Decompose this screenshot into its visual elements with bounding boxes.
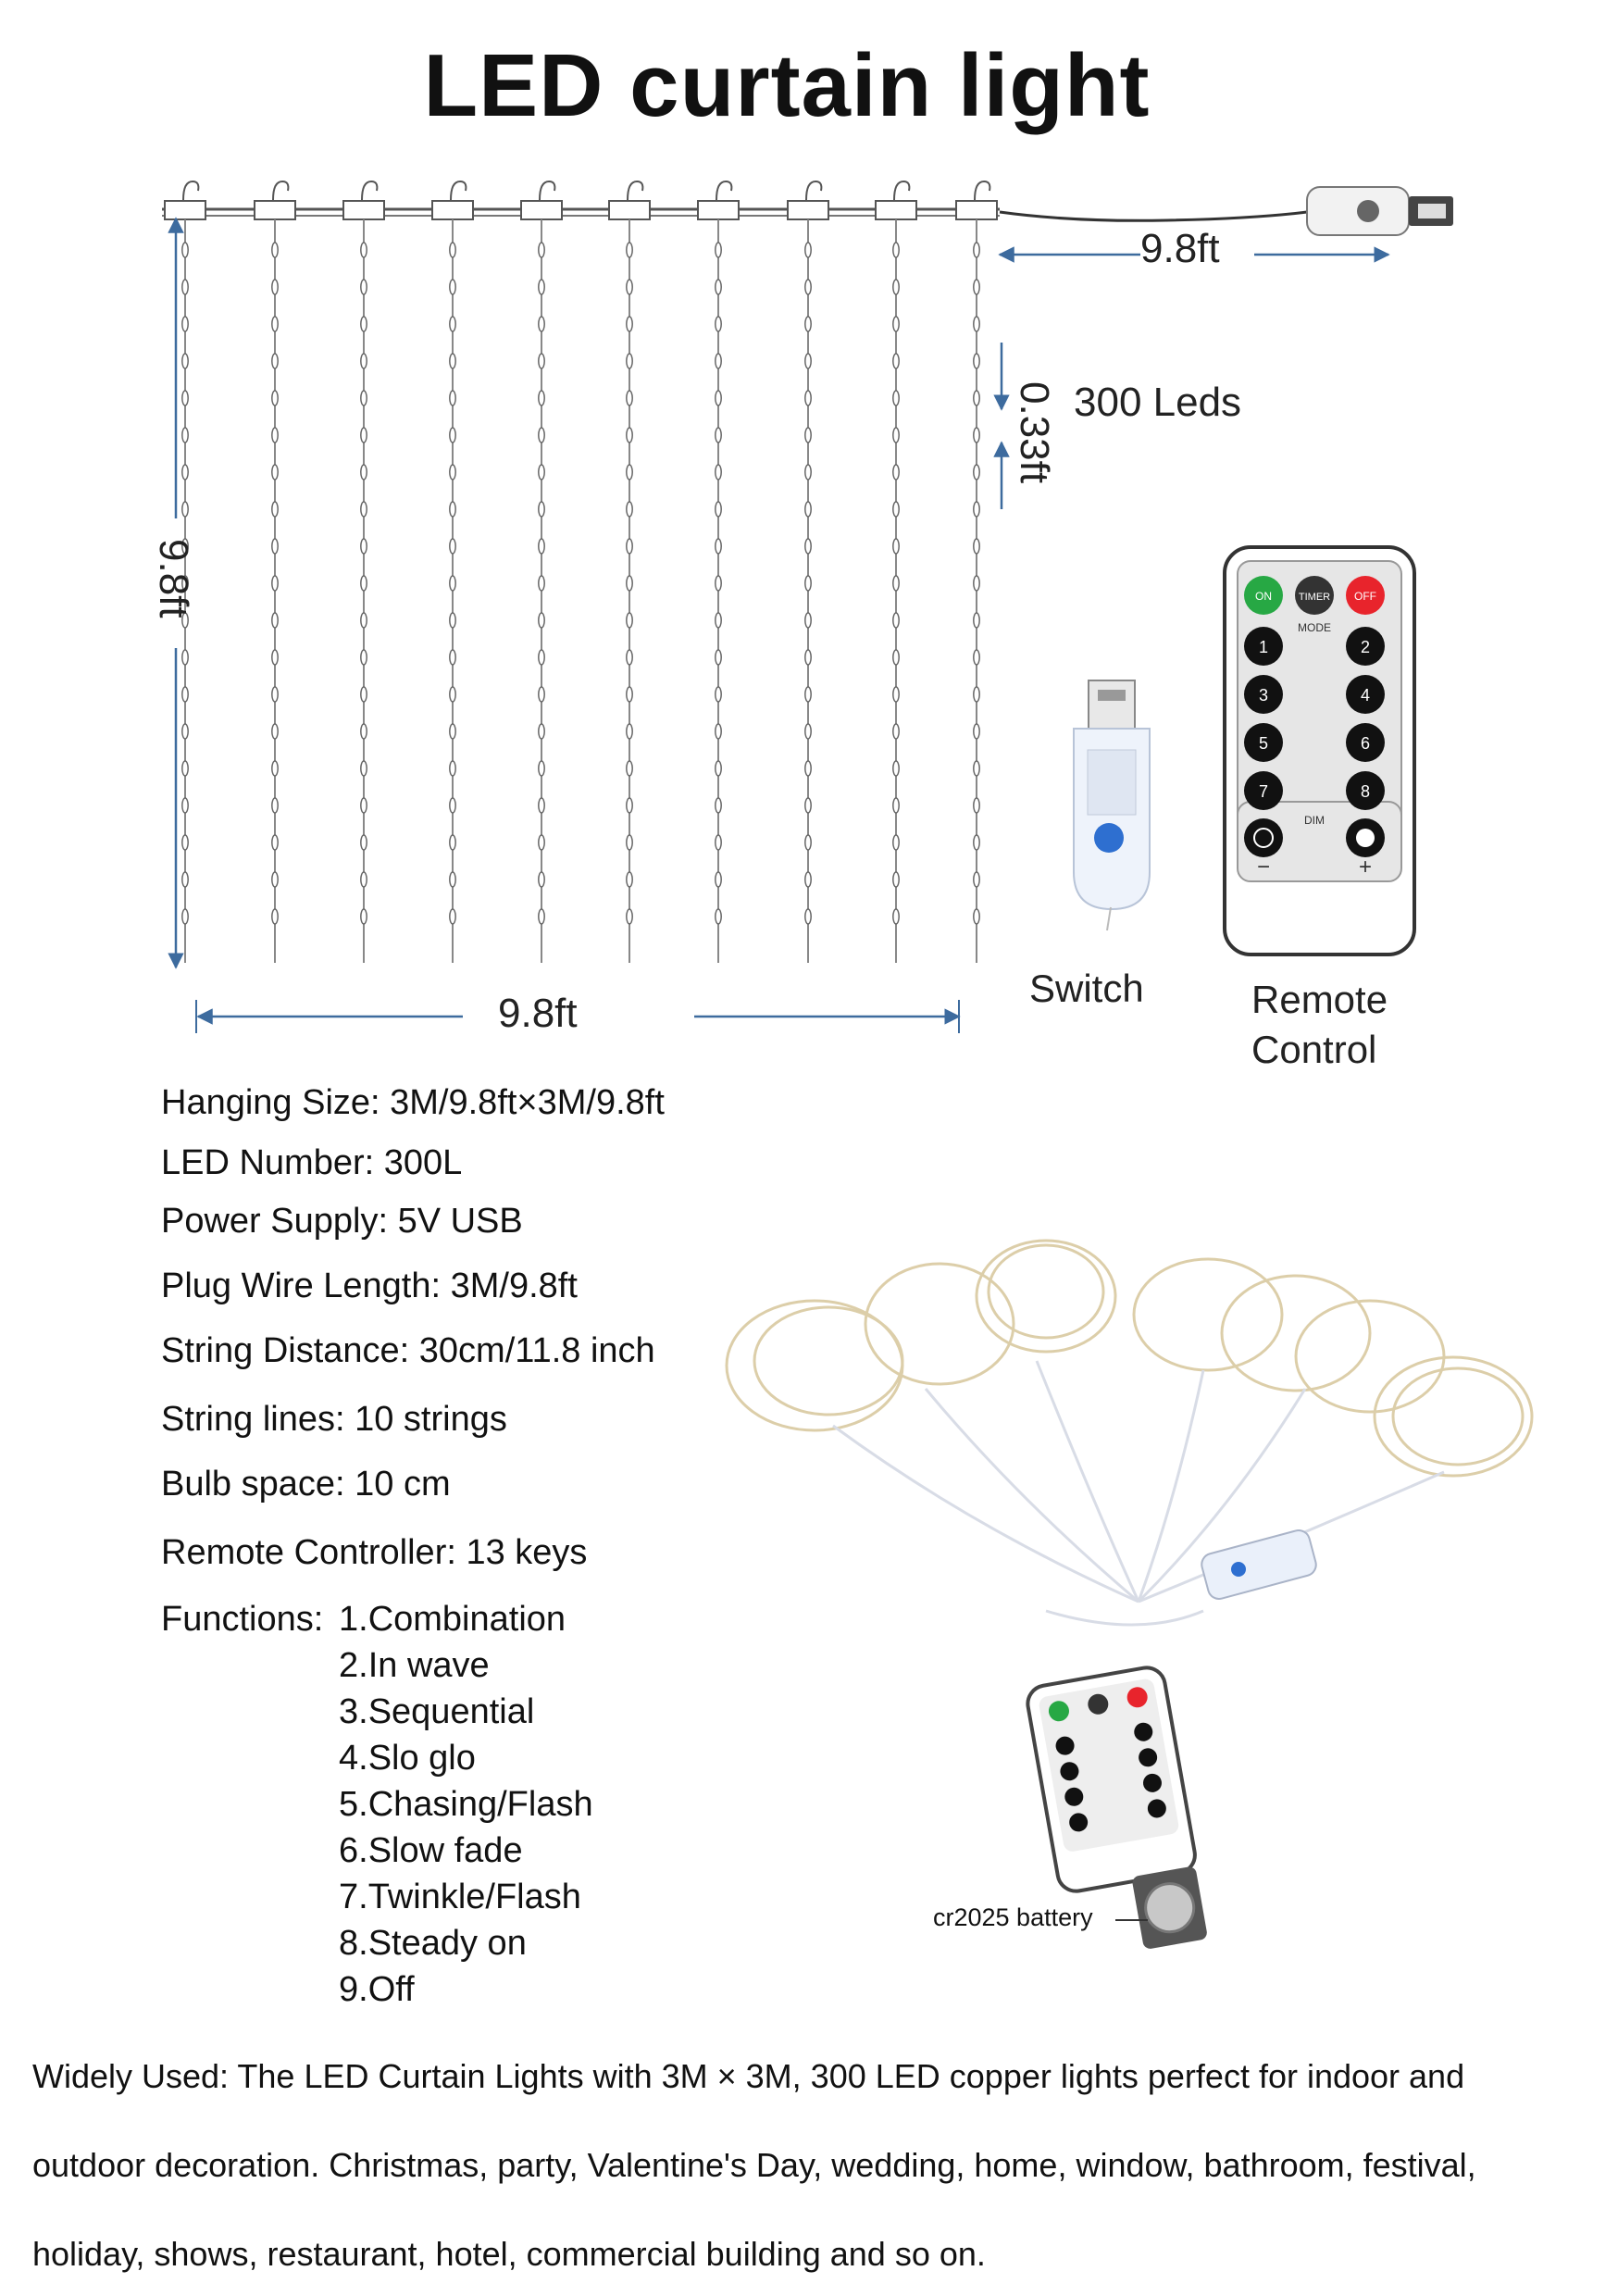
led-bulb <box>893 354 899 368</box>
function-item: 4.Slo glo <box>339 1739 476 1778</box>
led-bulb <box>974 280 979 294</box>
led-bulb <box>182 465 188 480</box>
remote-label-line2: Control <box>1251 1028 1377 1071</box>
led-bulb <box>272 354 278 368</box>
led-bulb <box>272 391 278 406</box>
led-bulb <box>361 243 367 257</box>
led-bulb <box>893 280 899 294</box>
led-bulb <box>450 243 455 257</box>
led-bulb <box>974 539 979 554</box>
hook-icon <box>806 181 821 200</box>
led-bulb <box>272 798 278 813</box>
remote-number-label: 7 <box>1258 782 1269 801</box>
led-bulb <box>627 391 632 406</box>
led-bulb <box>182 243 188 257</box>
spec-plug-wire: Plug Wire Length: 3M/9.8ft <box>161 1267 578 1305</box>
spec-string-distance: String Distance: 30cm/11.8 inch <box>161 1331 655 1370</box>
led-bulb <box>361 502 367 517</box>
hook-icon <box>716 181 731 200</box>
led-bulb <box>893 724 899 739</box>
led-bulb <box>539 724 544 739</box>
remote-on-key: ON <box>1255 590 1272 603</box>
string-clip <box>521 201 562 219</box>
led-bulb <box>450 835 455 850</box>
led-bulb <box>974 872 979 887</box>
led-bulb <box>539 687 544 702</box>
led-bulb <box>893 872 899 887</box>
led-bulb <box>627 354 632 368</box>
hook-icon <box>273 181 288 200</box>
led-bulb <box>450 428 455 443</box>
string-clip <box>343 201 384 219</box>
led-bulb <box>539 798 544 813</box>
spec-power-supply: Power Supply: 5V USB <box>161 1202 523 1241</box>
led-bulb <box>974 502 979 517</box>
string-clip <box>165 201 205 219</box>
led-bulb <box>361 539 367 554</box>
led-bulb <box>627 909 632 924</box>
function-item: 9.Off <box>339 1970 415 2009</box>
page-title: LED curtain light <box>423 36 1151 135</box>
hook-icon <box>975 181 989 200</box>
led-bulb <box>272 465 278 480</box>
hook-icon <box>362 181 377 200</box>
spec-led-number: LED Number: 300L <box>161 1143 463 1182</box>
led-bulb <box>627 539 632 554</box>
usb-plug-image <box>1200 1528 1319 1601</box>
led-bulb <box>272 909 278 924</box>
led-bulb <box>716 428 721 443</box>
led-bulb <box>539 428 544 443</box>
remote-number-label: 1 <box>1258 638 1269 656</box>
led-bulb <box>272 502 278 517</box>
light-strings <box>165 181 997 963</box>
led-bulb <box>893 502 899 517</box>
led-bulb <box>272 428 278 443</box>
led-bulb <box>805 354 811 368</box>
led-bulb <box>893 761 899 776</box>
string-clip <box>956 201 997 219</box>
led-bulb <box>716 650 721 665</box>
remote-number-label: 6 <box>1360 734 1371 753</box>
remote-number-label: 4 <box>1360 686 1371 705</box>
led-bulb <box>805 687 811 702</box>
led-bulb <box>361 798 367 813</box>
hook-icon <box>451 181 466 200</box>
led-bulb <box>272 724 278 739</box>
string-clip <box>876 201 916 219</box>
led-bulb <box>805 909 811 924</box>
battery-label: cr2025 battery <box>933 1903 1093 1931</box>
width-label: 9.8ft <box>498 991 578 1036</box>
function-item: 3.Sequential <box>339 1692 535 1731</box>
led-bulb <box>272 243 278 257</box>
led-bulb <box>450 909 455 924</box>
led-bulb <box>539 317 544 331</box>
led-bulb <box>805 872 811 887</box>
hook-icon <box>628 181 642 200</box>
led-bulb <box>805 835 811 850</box>
led-bulb <box>805 539 811 554</box>
led-bulb <box>272 317 278 331</box>
led-bulb <box>805 465 811 480</box>
led-bulb <box>627 576 632 591</box>
spec-bulb-space: Bulb space: 10 cm <box>161 1465 451 1504</box>
led-bulb <box>361 687 367 702</box>
led-bulb <box>361 872 367 887</box>
led-bulb <box>450 613 455 628</box>
led-bulb <box>716 391 721 406</box>
led-bulb <box>450 280 455 294</box>
led-bulb <box>716 761 721 776</box>
description-line: holiday, shows, restaurant, hotel, commercial building and so on. <box>32 2235 986 2273</box>
led-bulb <box>893 539 899 554</box>
curtain-diagram <box>0 0 1618 1065</box>
hook-icon <box>540 181 554 200</box>
led-bulb <box>716 872 721 887</box>
led-bulb <box>805 502 811 517</box>
led-bulb <box>272 650 278 665</box>
led-bulb <box>805 576 811 591</box>
led-bulb <box>805 724 811 739</box>
remote-number-label: 5 <box>1258 734 1269 753</box>
string-clip <box>255 201 295 219</box>
led-bulb <box>893 650 899 665</box>
led-bulb <box>716 835 721 850</box>
led-bulb <box>361 391 367 406</box>
led-bulb <box>716 502 721 517</box>
led-bulb <box>182 428 188 443</box>
led-bulb <box>627 502 632 517</box>
description-line: Widely Used: The LED Curtain Lights with 3M × 3M, 300 LED copper lights perfect for indoor and <box>32 2057 1465 2095</box>
led-bulb <box>450 317 455 331</box>
led-bulb <box>361 650 367 665</box>
led-bulb <box>539 909 544 924</box>
led-bulb <box>716 539 721 554</box>
led-bulb <box>974 761 979 776</box>
led-bulb <box>974 354 979 368</box>
led-bulb <box>182 502 188 517</box>
led-bulb <box>716 798 721 813</box>
string-clip <box>788 201 828 219</box>
led-bulb <box>716 909 721 924</box>
led-bulb <box>539 761 544 776</box>
hook-icon <box>183 181 198 200</box>
led-bulb <box>272 687 278 702</box>
led-bulb <box>272 280 278 294</box>
led-bulb <box>539 576 544 591</box>
led-bulb <box>974 613 979 628</box>
led-bulb <box>974 428 979 443</box>
led-bulb <box>627 761 632 776</box>
led-bulb <box>627 835 632 850</box>
led-bulb <box>627 687 632 702</box>
led-bulb <box>627 613 632 628</box>
function-item: 8.Steady on <box>339 1924 527 1963</box>
led-bulb <box>716 465 721 480</box>
led-bulb <box>182 354 188 368</box>
led-bulb <box>716 687 721 702</box>
led-bulb <box>539 391 544 406</box>
led-bulb <box>539 280 544 294</box>
led-bulb <box>627 243 632 257</box>
led-spacing-label: 0.33ft <box>1012 381 1057 484</box>
led-bulb <box>627 280 632 294</box>
led-bulb <box>361 465 367 480</box>
led-bulb <box>361 428 367 443</box>
led-bulb <box>272 613 278 628</box>
led-bulb <box>539 465 544 480</box>
remote-dim-label: DIM <box>1304 814 1325 827</box>
function-item: 2.In wave <box>339 1646 490 1685</box>
led-bulb <box>805 798 811 813</box>
led-bulb <box>450 650 455 665</box>
led-bulb <box>893 317 899 331</box>
led-bulb <box>974 687 979 702</box>
led-count-label: 300 Leds <box>1074 380 1242 425</box>
remote-label-line1: Remote <box>1251 978 1388 1021</box>
spec-hanging-size: Hanging Size: 3M/9.8ft×3M/9.8ft <box>161 1083 665 1122</box>
led-bulb <box>893 687 899 702</box>
led-bulb <box>893 909 899 924</box>
led-bulb <box>539 502 544 517</box>
led-bulb <box>805 650 811 665</box>
led-bulb <box>539 835 544 850</box>
led-bulb <box>805 243 811 257</box>
led-bulb <box>450 391 455 406</box>
led-bulb <box>627 650 632 665</box>
led-bulb <box>361 317 367 331</box>
remote-off-key: OFF <box>1354 590 1376 603</box>
led-bulb <box>450 465 455 480</box>
led-bulb <box>450 724 455 739</box>
led-bulb <box>272 872 278 887</box>
led-bulb <box>974 317 979 331</box>
led-bulb <box>805 428 811 443</box>
led-bulb <box>182 724 188 739</box>
led-bulb <box>974 465 979 480</box>
led-bulb <box>974 650 979 665</box>
led-bulb <box>272 835 278 850</box>
led-bulb <box>182 872 188 887</box>
wire-bundle-image <box>833 1361 1444 1625</box>
led-bulb <box>450 761 455 776</box>
remote-number-label: 3 <box>1258 686 1269 705</box>
led-bulb <box>450 354 455 368</box>
remote-plus-label: + <box>1358 855 1373 880</box>
led-bulb <box>805 317 811 331</box>
led-bulb <box>893 243 899 257</box>
led-bulb <box>182 391 188 406</box>
led-bulb <box>182 909 188 924</box>
led-bulb <box>539 613 544 628</box>
led-bulb <box>539 539 544 554</box>
led-bulb <box>539 650 544 665</box>
led-bulb <box>450 687 455 702</box>
led-bulb <box>716 354 721 368</box>
led-bulb <box>182 761 188 776</box>
led-bulb <box>893 613 899 628</box>
led-bulb <box>974 835 979 850</box>
description-line: outdoor decoration. Christmas, party, Valentine's Day, wedding, home, window, bathroom, festival, <box>32 2146 1476 2184</box>
led-bulb <box>716 280 721 294</box>
led-bulb <box>272 761 278 776</box>
functions-label: Functions: <box>161 1600 324 1639</box>
led-bulb <box>974 391 979 406</box>
led-bulb <box>361 576 367 591</box>
led-bulb <box>361 724 367 739</box>
string-clip <box>432 201 473 219</box>
led-bulb <box>893 428 899 443</box>
led-bulb <box>893 798 899 813</box>
string-clip <box>698 201 739 219</box>
led-bulb <box>716 724 721 739</box>
remote-number-label: 2 <box>1360 638 1371 656</box>
led-bulb <box>716 576 721 591</box>
led-bulb <box>450 502 455 517</box>
led-bulb <box>361 354 367 368</box>
led-bulb <box>450 576 455 591</box>
led-bulb <box>716 243 721 257</box>
led-bulb <box>893 391 899 406</box>
led-bulb <box>974 909 979 924</box>
remote-control-icon <box>1225 547 1414 955</box>
led-bulb <box>450 872 455 887</box>
led-bulb <box>182 687 188 702</box>
led-bulb <box>893 465 899 480</box>
led-bulb <box>272 539 278 554</box>
led-bulb <box>539 243 544 257</box>
led-bulb <box>182 798 188 813</box>
led-bulb <box>450 539 455 554</box>
cable-length-label: 9.8ft <box>1140 226 1220 271</box>
led-bulb <box>805 391 811 406</box>
led-bulb <box>716 613 721 628</box>
cable-controller-icon <box>1307 187 1453 235</box>
led-bulb <box>716 317 721 331</box>
led-bulb <box>361 761 367 776</box>
function-item: 1.Combination <box>339 1600 566 1639</box>
remote-timer-key: TIMER <box>1298 592 1331 603</box>
remote-mode-label: MODE <box>1298 621 1331 634</box>
remote-minus-label: − <box>1256 855 1271 880</box>
led-bulb <box>893 576 899 591</box>
led-bulb <box>539 872 544 887</box>
led-bulb <box>805 761 811 776</box>
led-bulb <box>805 280 811 294</box>
function-item: 6.Slow fade <box>339 1831 523 1870</box>
usb-switch-icon <box>1074 680 1150 930</box>
led-bulb <box>627 465 632 480</box>
led-bulb <box>974 576 979 591</box>
led-bulb <box>627 317 632 331</box>
function-item: 7.Twinkle/Flash <box>339 1878 581 1916</box>
led-bulb <box>182 650 188 665</box>
led-bulb <box>361 280 367 294</box>
hook-icon <box>894 181 909 200</box>
spec-remote-controller: Remote Controller: 13 keys <box>161 1533 588 1572</box>
led-bulb <box>805 613 811 628</box>
led-bulb <box>361 909 367 924</box>
led-bulb <box>974 798 979 813</box>
switch-label: Switch <box>1029 967 1144 1010</box>
led-bulb <box>893 835 899 850</box>
led-bulb <box>539 354 544 368</box>
led-bulb <box>361 613 367 628</box>
string-clip <box>609 201 650 219</box>
led-bulb <box>182 835 188 850</box>
remote-number-label: 8 <box>1360 782 1371 801</box>
height-label: 9.8ft <box>151 539 196 618</box>
led-bulb <box>627 798 632 813</box>
led-bulb <box>182 317 188 331</box>
led-bulb <box>627 872 632 887</box>
led-bulb <box>974 243 979 257</box>
led-bulb <box>182 280 188 294</box>
led-bulb <box>627 724 632 739</box>
function-item: 5.Chasing/Flash <box>339 1785 593 1824</box>
led-bulb <box>627 428 632 443</box>
led-bulb <box>974 724 979 739</box>
led-bulb <box>450 798 455 813</box>
spec-string-lines: String lines: 10 strings <box>161 1400 507 1439</box>
wire-coils-image <box>727 1241 1532 1476</box>
led-bulb <box>361 835 367 850</box>
led-bulb <box>272 576 278 591</box>
